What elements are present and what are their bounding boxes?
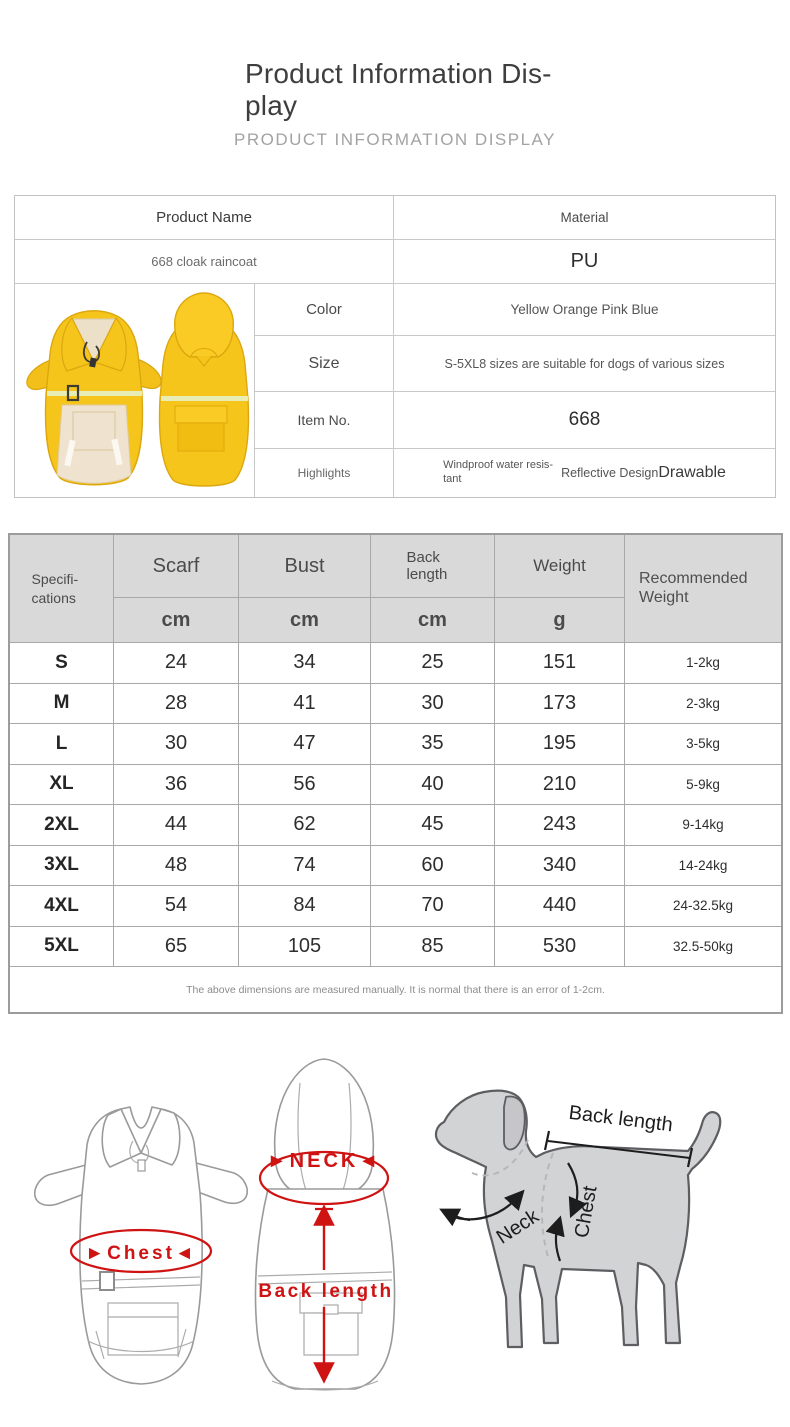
spec-row-size: XL — [10, 765, 113, 805]
spec-col-scarf: Scarf — [114, 535, 238, 597]
spec-cell: 5-9kg — [625, 765, 781, 805]
spec-cell: 45 — [371, 805, 494, 845]
spec-cell: 41 — [239, 684, 370, 724]
back-coat-sketch — [255, 1059, 394, 1390]
spec-cell: 3-5kg — [625, 724, 781, 764]
spec-cell: 70 — [371, 886, 494, 926]
material-header: Material — [394, 196, 775, 239]
spec-cell: 36 — [114, 765, 238, 805]
spec-cell: 35 — [371, 724, 494, 764]
raincoat-photos-illustration — [15, 284, 254, 497]
product-info-table — [14, 195, 776, 498]
raincoat-front-photo — [27, 311, 161, 485]
spec-col-recommended: Recommended Weight — [625, 535, 781, 642]
spec-cell: 1-2kg — [625, 643, 781, 683]
spec-cell: 340 — [495, 846, 624, 886]
spec-row-size: 4XL — [10, 886, 113, 926]
spec-col-weight: Weight — [495, 535, 624, 597]
spec-cell: 14-24kg — [625, 846, 781, 886]
dog-neck-label: Neck — [492, 1205, 543, 1249]
spec-cell: 530 — [495, 927, 624, 967]
material-value: PU — [394, 240, 775, 283]
spec-cell: 62 — [239, 805, 370, 845]
spec-cell: 440 — [495, 886, 624, 926]
spec-cell: 40 — [371, 765, 494, 805]
spec-cell: 30 — [114, 724, 238, 764]
spec-cell: 25 — [371, 643, 494, 683]
spec-cell: 30 — [371, 684, 494, 724]
spec-cell: 210 — [495, 765, 624, 805]
product-name-header: Product Name — [15, 196, 393, 239]
spec-row-size: 5XL — [10, 927, 113, 967]
spec-cell: 56 — [239, 765, 370, 805]
spec-cell: 2-3kg — [625, 684, 781, 724]
spec-cell: 65 — [114, 927, 238, 967]
color-value: Yellow Orange Pink Blue — [394, 284, 775, 335]
product-photos — [15, 284, 254, 497]
spec-cell: 105 — [239, 927, 370, 967]
page-title-line2: play — [245, 90, 298, 122]
spec-row-size: 3XL — [10, 846, 113, 886]
spec-row-size: S — [10, 643, 113, 683]
spec-unit-back: cm — [371, 598, 494, 642]
spec-cell: 44 — [114, 805, 238, 845]
spec-cell: 84 — [239, 886, 370, 926]
spec-unit-weight: g — [495, 598, 624, 642]
highlight-reflective: Reflective Design — [561, 466, 659, 480]
spec-cell: 74 — [239, 846, 370, 886]
highlights-label: Highlights — [255, 449, 393, 497]
highlight-windproof: Windproof water resis-tant — [443, 459, 554, 485]
dog-chest-label: Chest — [570, 1184, 602, 1240]
page-title — [245, 58, 625, 123]
size-value: S-5XL8 sizes are suitable for dogs of various sizes — [394, 336, 775, 391]
spec-cell: 32.5-50kg — [625, 927, 781, 967]
spec-cell: 24 — [114, 643, 238, 683]
spec-cell: 47 — [239, 724, 370, 764]
spec-cell: 28 — [114, 684, 238, 724]
spec-corner-header: Specifi-cations — [10, 535, 113, 642]
product-name-value: 668 cloak raincoat — [15, 240, 393, 283]
raincoat-back-photo — [160, 293, 249, 486]
spec-col-bust: Bust — [239, 535, 370, 597]
front-coat-sketch — [35, 1107, 248, 1384]
spec-col-back-length: Back length — [371, 535, 494, 597]
spec-row-size: 2XL — [10, 805, 113, 845]
size-spec-table — [8, 533, 783, 1014]
spec-cell: 195 — [495, 724, 624, 764]
spec-cell: 60 — [371, 846, 494, 886]
dog-measurement-diagram — [436, 1091, 720, 1347]
spec-cell: 54 — [114, 886, 238, 926]
measurement-diagrams — [0, 1045, 790, 1427]
measurement-note: The above dimensions are measured manually. It is normal that there is an error of 1-2cm. — [10, 967, 781, 1012]
back-length-annotation: Back length — [258, 1281, 394, 1302]
spec-cell: 24-32.5kg — [625, 886, 781, 926]
spec-cell: 34 — [239, 643, 370, 683]
spec-row-size: L — [10, 724, 113, 764]
page-subtitle: PRODUCT INFORMATION DISPLAY — [234, 130, 556, 149]
spec-cell: 85 — [371, 927, 494, 967]
spec-cell: 9-14kg — [625, 805, 781, 845]
item-no-label: Item No. — [255, 392, 393, 448]
size-label: Size — [255, 336, 393, 391]
spec-cell: 48 — [114, 846, 238, 886]
dog-back-length-label: Back length — [567, 1101, 674, 1137]
highlight-drawable: Drawable — [658, 464, 726, 481]
page-title-line1: Product Information Dis- — [245, 58, 552, 89]
color-label: Color — [255, 284, 393, 335]
chest-annotation: ►Chest◄ — [85, 1243, 197, 1264]
spec-cell: 243 — [495, 805, 624, 845]
spec-row-size: M — [10, 684, 113, 724]
spec-unit-scarf: cm — [114, 598, 238, 642]
spec-cell: 173 — [495, 684, 624, 724]
item-no-value: 668 — [394, 392, 775, 448]
spec-cell: 151 — [495, 643, 624, 683]
highlights-value — [394, 449, 775, 497]
neck-annotation: ►NECK◄ — [266, 1150, 382, 1172]
spec-unit-bust: cm — [239, 598, 370, 642]
